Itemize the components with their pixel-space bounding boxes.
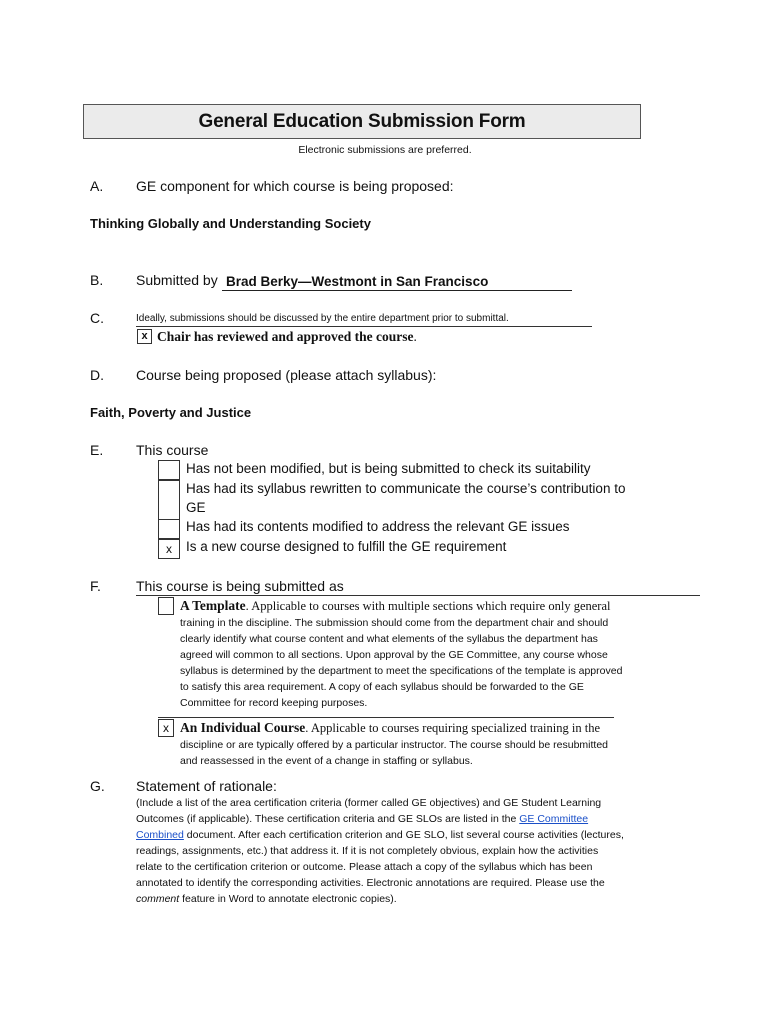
template-line: syllabus is determined by the department to meet the specifications of the template is approved	[180, 665, 623, 677]
rationale-line: readings, assignments, etc.) that address it. If it is not completely obvious, explain how the activities	[136, 845, 599, 857]
rationale-line: (Include a list of the area certification criteria (former called GE objectives) and GE Student Learning	[136, 797, 602, 809]
option-syllabus-rewritten-checkbox[interactable]	[158, 480, 180, 520]
option-contents-modified-checkbox[interactable]	[158, 519, 180, 539]
template-line: agreed will common to all sections. Upon approval by the GE Committee, any course whose	[180, 649, 608, 661]
section-a-letter: A.	[90, 178, 104, 194]
chair-approved-period: .	[413, 329, 417, 344]
section-g-letter: G.	[90, 778, 105, 794]
chair-approved-checkbox[interactable]: x	[137, 329, 152, 344]
comment-word: comment	[136, 893, 180, 905]
section-f-rule	[136, 595, 700, 596]
option-syllabus-rewritten-label: Has had its syllabus rewritten to communicate the course’s contribution to	[186, 481, 626, 496]
rationale-line-text: Outcomes (if applicable). These certification criteria and GE SLOs are listed in the	[136, 813, 520, 825]
section-f-letter: F.	[90, 578, 101, 594]
form-title-box	[83, 104, 641, 139]
template-line: Committee for record keeping purposes.	[180, 697, 368, 709]
template-checkbox[interactable]	[158, 597, 174, 615]
submitted-by-field[interactable]: Brad Berky—Westmont in San Francisco	[222, 274, 572, 291]
option-not-modified-checkbox[interactable]	[158, 460, 180, 480]
template-line: training in the discipline. The submission should come from the department chair and should	[180, 617, 609, 629]
section-f-intro: This course is being submitted as	[136, 578, 344, 594]
template-line: clearly identify what course content and what elements of the syllabus the department has	[180, 633, 598, 645]
section-e-letter: E.	[90, 442, 104, 458]
section-b-label: Submitted by	[136, 272, 218, 288]
individual-description	[180, 737, 608, 769]
rationale-line: relate to the certification criterion or outcome. Please attach a copy of the syllabus which has been	[136, 861, 593, 873]
template-description	[180, 615, 622, 711]
form-subtitle: Electronic submissions are preferred.	[298, 144, 472, 156]
ge-committee-link-cont[interactable]: Combined	[136, 829, 184, 841]
option-not-modified-label: Has not been modified, but is being submitted to check its suitability	[186, 461, 591, 476]
option-new-course-checkbox[interactable]: x	[158, 539, 180, 559]
ge-committee-link[interactable]: GE Committee	[519, 813, 589, 825]
rationale-line	[136, 827, 624, 843]
section-d-answer[interactable]: Faith, Poverty and Justice	[90, 405, 252, 420]
form-title: General Education Submission Form	[198, 110, 526, 132]
rationale-line: annotated to identify the corresponding activities. Electronic annotations are required. Please use the	[136, 877, 605, 889]
template-heading-line	[180, 598, 610, 614]
template-heading: A Template	[180, 598, 246, 613]
section-a-answer[interactable]: Thinking Globally and Understanding Society	[90, 216, 371, 231]
section-e-intro: This course	[136, 442, 209, 458]
individual-line: and reassessed in the event of a change in staffing or syllabus.	[180, 755, 473, 767]
template-lead: . Applicable to courses with multiple sections which require only general	[245, 599, 611, 613]
section-a-question: GE component for which course is being proposed:	[136, 178, 454, 194]
rationale-line	[136, 891, 624, 907]
section-g-instructions	[136, 795, 624, 907]
section-d-question: Course being proposed (please attach syllabus):	[136, 367, 437, 383]
section-c-note: Ideally, submissions should be discussed by the entire department prior to submittal.	[136, 313, 509, 324]
individual-heading-line	[180, 720, 600, 736]
chair-approved-text: Chair has reviewed and approved the course	[157, 329, 414, 344]
option-new-course-label: Is a new course designed to fulfill the GE requirement	[186, 539, 507, 554]
option-contents-modified-label: Has had its contents modified to address the relevant GE issues	[186, 519, 570, 534]
rationale-line-text: feature in Word to annotate electronic copies).	[179, 893, 397, 905]
template-line: to satisfy this area requirement. A copy of each syllabus should be forwarded to the GE	[180, 681, 584, 693]
rationale-line	[136, 811, 624, 827]
section-d-letter: D.	[90, 367, 104, 383]
section-g-heading: Statement of rationale:	[136, 778, 277, 794]
individual-lead: . Applicable to courses requiring specialized training in the	[305, 721, 600, 735]
individual-line: discipline or are typically offered by a particular instructor. The course should be resubmitted	[180, 739, 608, 751]
chair-approved-label	[157, 329, 417, 345]
individual-rule	[158, 717, 614, 718]
option-syllabus-rewritten-label-cont: GE	[186, 500, 206, 515]
section-c-letter: C.	[90, 310, 104, 326]
individual-course-checkbox[interactable]: x	[158, 719, 174, 737]
section-c-rule	[136, 326, 592, 327]
rationale-line-text: document. After each certification criterion and GE SLO, list several course activities (lectures,	[183, 829, 624, 841]
individual-heading: An Individual Course	[180, 720, 306, 735]
section-b-letter: B.	[90, 272, 104, 288]
